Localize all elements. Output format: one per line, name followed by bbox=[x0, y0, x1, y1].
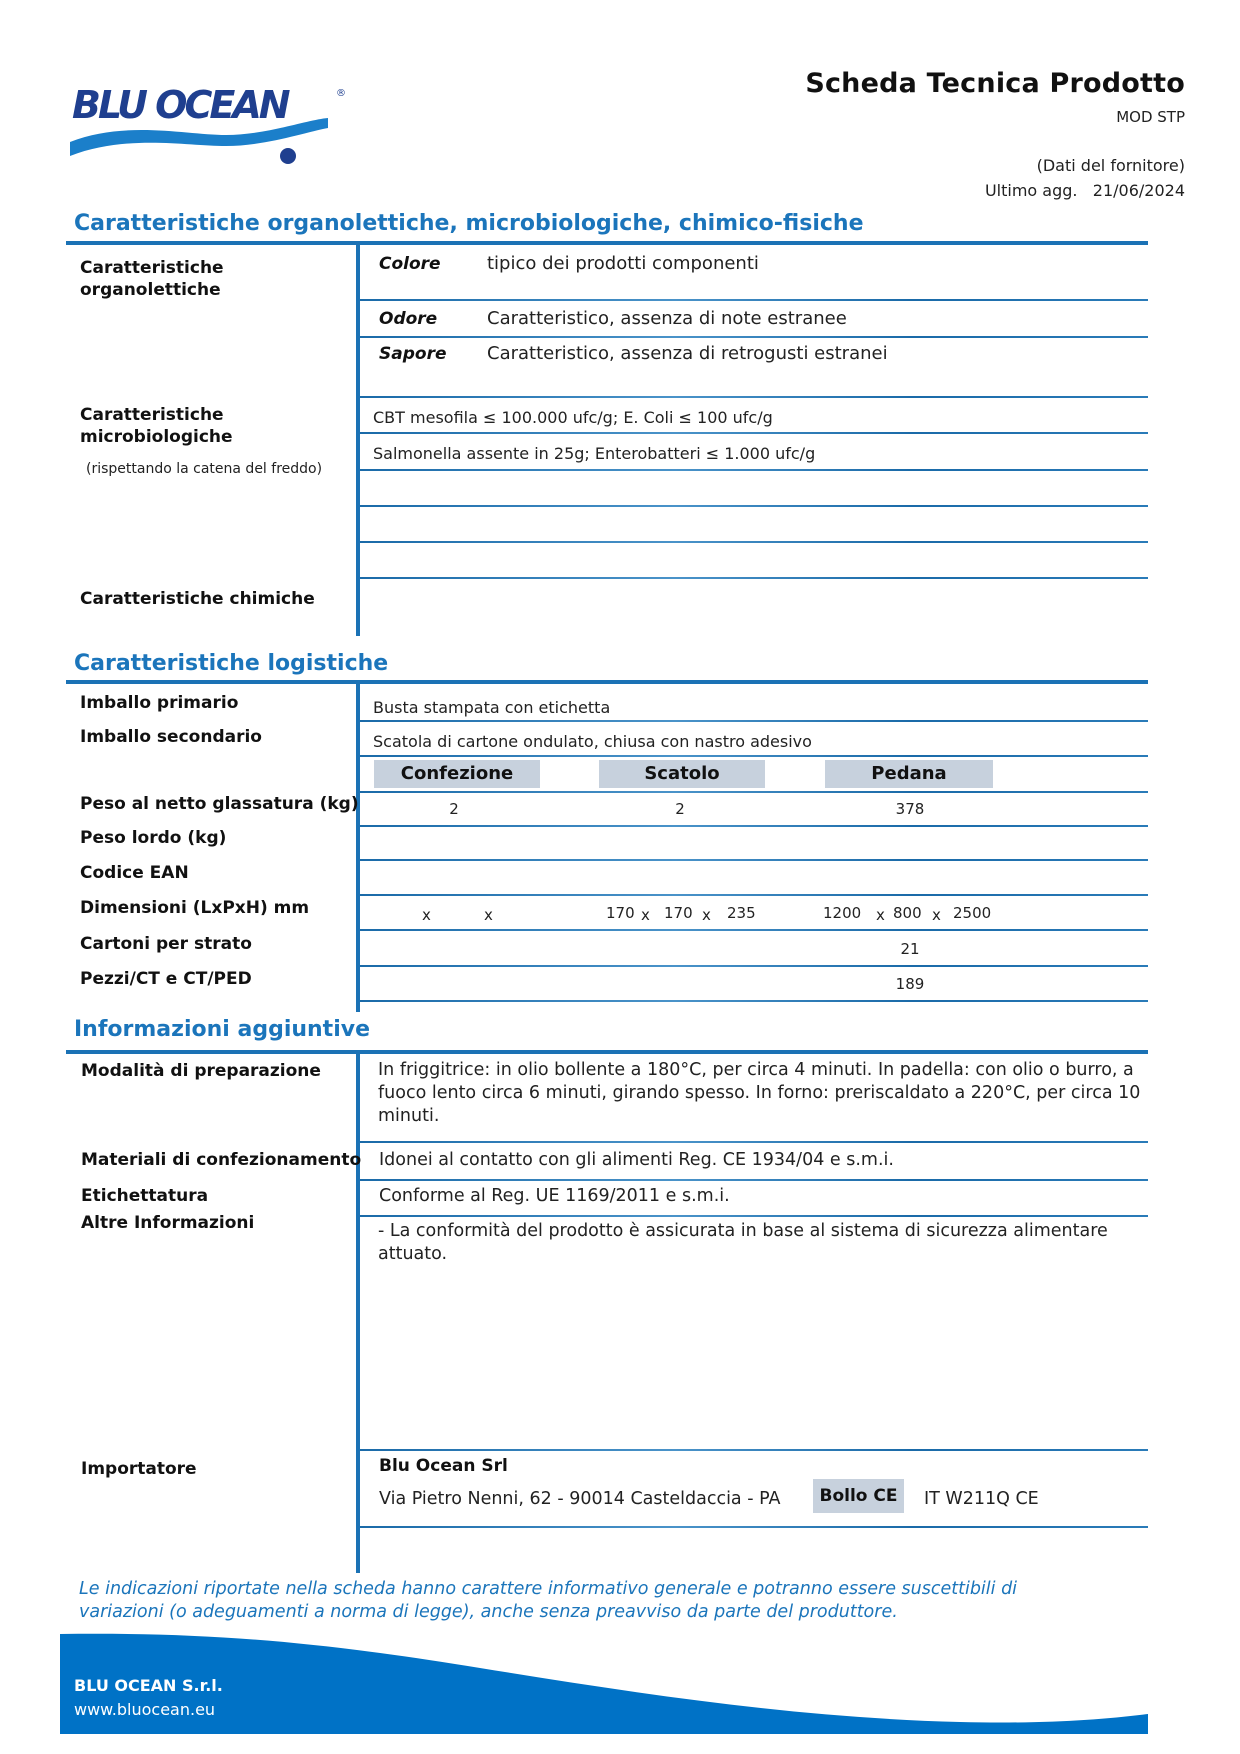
imballo-primario-value: Busta stampata con etichetta bbox=[373, 698, 611, 717]
row-divider bbox=[360, 1449, 1148, 1451]
peso-lordo-label: Peso lordo (kg) bbox=[80, 828, 227, 848]
row-divider bbox=[360, 1179, 1148, 1181]
footer-company: BLU OCEAN S.r.l. bbox=[74, 1676, 223, 1695]
bollo-ce-value: IT W211Q CE bbox=[924, 1489, 1039, 1509]
micro-row-2: Salmonella assente in 25g; Enterobatteri ≤ 1.000 ufc/g bbox=[373, 444, 816, 463]
odore-value: Caratteristico, assenza di note estranee bbox=[487, 308, 847, 329]
altre-info-value: - La conformità del prodotto è assicurata in base al sistema di sicurezza alimentare attuato. bbox=[378, 1221, 1108, 1264]
sapore-value: Caratteristico, assenza di retrogusti estranei bbox=[487, 343, 888, 364]
row-divider bbox=[360, 336, 1148, 338]
section-title-organoleptic: Caratteristiche organolettiche, microbiologiche, chimico-fisiche bbox=[74, 211, 864, 236]
row-divider bbox=[360, 791, 1148, 793]
brand-logo bbox=[66, 80, 356, 170]
peso-netto-pedana: 378 bbox=[895, 800, 925, 818]
preparazione-value: In friggitrice: in olio bollente a 180°C, per circa 4 minuti. In padella: con olio o burro, a fuoco lento circa 6 minuti, girando spesso. In forno: preriscaldato a 220°C, per circa 10 minuti. bbox=[378, 1060, 1141, 1126]
dim-pedana-h: 2500 bbox=[953, 904, 992, 922]
materiali-value: Idonei al contatto con gli alimenti Reg. CE 1934/04 e s.m.i. bbox=[379, 1150, 894, 1170]
section-rule bbox=[66, 680, 1148, 684]
disclaimer: Le indicazioni riportate nella scheda hanno carattere informativo generale e potranno essere suscettibili di variazioni (o adeguamenti a norma di legge), anche senza preavviso da parte del produttore. bbox=[79, 1579, 1018, 1622]
peso-netto-confezione: 2 bbox=[449, 800, 459, 818]
imballo-secondario-value: Scatola di cartone ondulato, chiusa con nastro adesivo bbox=[373, 732, 812, 751]
row-divider bbox=[360, 1215, 1148, 1217]
last-update-date: 21/06/2024 bbox=[1092, 181, 1185, 200]
pezzi-pedana: 189 bbox=[895, 975, 925, 993]
footer-wave bbox=[60, 1628, 1148, 1734]
preparazione-label: Modalità di preparazione bbox=[81, 1061, 321, 1081]
row-divider bbox=[360, 432, 1148, 434]
dim-scatolo-l: 170 bbox=[606, 904, 635, 922]
wave-logo-icon bbox=[66, 80, 356, 170]
svg-text:®: ® bbox=[336, 88, 346, 99]
row-divider bbox=[360, 577, 1148, 579]
row-divider bbox=[360, 505, 1148, 507]
peso-netto-scatolo: 2 bbox=[675, 800, 685, 818]
imballo-secondario-label: Imballo secondario bbox=[80, 727, 262, 747]
row-divider bbox=[360, 859, 1148, 861]
dim-scatolo-h: 235 bbox=[727, 904, 756, 922]
row-divider bbox=[360, 720, 1148, 722]
last-update bbox=[985, 181, 1185, 200]
supplier-note: (Dati del fornitore) bbox=[1036, 156, 1185, 175]
pezzi-label: Pezzi/CT e CT/PED bbox=[80, 969, 252, 989]
microbiological-note: (rispettando la catena del freddo) bbox=[86, 461, 323, 477]
column-header-scatolo: Scatolo bbox=[599, 760, 765, 788]
dim-sep: x bbox=[484, 906, 493, 924]
bollo-ce-label: Bollo CE bbox=[813, 1479, 904, 1513]
importatore-label: Importatore bbox=[81, 1459, 197, 1479]
row-divider bbox=[360, 1000, 1148, 1002]
page-title: Scheda Tecnica Prodotto bbox=[805, 68, 1185, 99]
column-divider bbox=[356, 1052, 360, 1573]
dim-sep: x bbox=[422, 906, 431, 924]
dim-pedana-p: 800 bbox=[893, 904, 922, 922]
dim-sep: x bbox=[876, 906, 885, 924]
importatore-name: Blu Ocean Srl bbox=[379, 1456, 508, 1476]
footer-website[interactable]: www.bluocean.eu bbox=[74, 1700, 216, 1719]
micro-row-1: CBT mesofila ≤ 100.000 ufc/g; E. Coli ≤ 100 ufc/g bbox=[373, 408, 773, 427]
dim-scatolo-p: 170 bbox=[664, 904, 693, 922]
altre-info-label: Altre Informazioni bbox=[81, 1213, 255, 1233]
colore-key: Colore bbox=[379, 254, 441, 274]
dim-pedana-l: 1200 bbox=[823, 904, 862, 922]
row-divider bbox=[360, 299, 1148, 301]
column-header-pedana: Pedana bbox=[825, 760, 993, 788]
row-divider bbox=[360, 929, 1148, 931]
peso-netto-label: Peso al netto glassatura (kg) bbox=[80, 794, 359, 814]
dim-sep: x bbox=[641, 906, 650, 924]
section-title-logistics: Caratteristiche logistiche bbox=[74, 651, 389, 676]
footer-wave-icon bbox=[60, 1628, 1148, 1734]
cartoni-strato-label: Cartoni per strato bbox=[80, 934, 252, 954]
module-code: MOD STP bbox=[1116, 108, 1185, 126]
row-divider bbox=[360, 396, 1148, 398]
row-divider bbox=[360, 825, 1148, 827]
chemical-label: Caratteristiche chimiche bbox=[80, 589, 315, 609]
row-divider bbox=[360, 894, 1148, 896]
etichettatura-value: Conforme al Reg. UE 1169/2011 e s.m.i. bbox=[379, 1186, 730, 1206]
etichettatura-label: Etichettatura bbox=[81, 1186, 209, 1206]
last-update-label: Ultimo agg. bbox=[984, 181, 1078, 200]
row-divider bbox=[360, 1526, 1148, 1528]
odore-key: Odore bbox=[379, 309, 438, 329]
section-title-additional-info: Informazioni aggiuntive bbox=[74, 1017, 371, 1042]
microbiological-label: Caratteristiche microbiologiche bbox=[80, 405, 233, 447]
colore-value: tipico dei prodotti componenti bbox=[487, 253, 759, 274]
dimensioni-label: Dimensioni (LxPxH) mm bbox=[80, 898, 310, 918]
row-divider bbox=[360, 755, 1148, 757]
row-divider bbox=[360, 1141, 1148, 1143]
imballo-primario-label: Imballo primario bbox=[80, 693, 239, 713]
ean-label: Codice EAN bbox=[80, 863, 189, 883]
organoleptic-label: Caratteristiche organolettiche bbox=[80, 258, 224, 300]
row-divider bbox=[360, 469, 1148, 471]
importatore-address: Via Pietro Nenni, 62 - 90014 Casteldaccia - PA bbox=[379, 1489, 781, 1509]
dim-sep: x bbox=[932, 906, 941, 924]
dim-sep: x bbox=[702, 906, 711, 924]
row-divider bbox=[360, 965, 1148, 967]
sapore-key: Sapore bbox=[379, 344, 447, 364]
column-header-confezione: Confezione bbox=[374, 760, 540, 788]
materiali-label: Materiali di confezionamento bbox=[81, 1150, 362, 1170]
column-divider bbox=[356, 682, 360, 1012]
section-rule bbox=[66, 241, 1148, 245]
section-rule bbox=[66, 1050, 1148, 1054]
svg-text:BLU OCEAN: BLU OCEAN bbox=[72, 83, 288, 127]
row-divider bbox=[360, 541, 1148, 543]
cartoni-strato-pedana: 21 bbox=[900, 940, 920, 958]
